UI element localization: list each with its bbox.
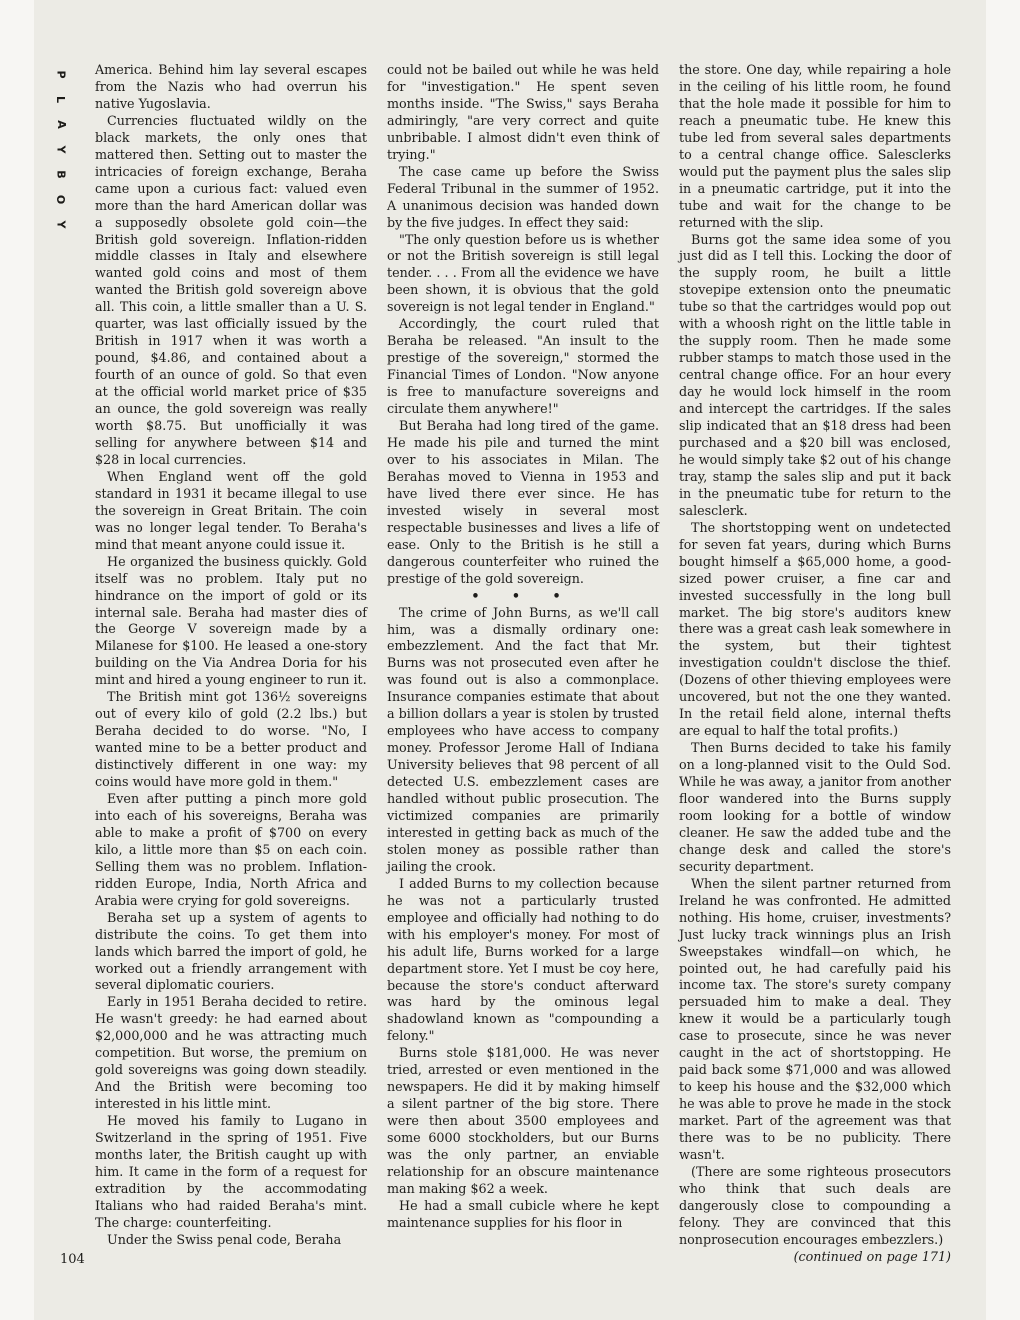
paragraph: The crime of John Burns, as we'll call him, was a dismally ordinary one: embezzlement. And the fact that Mr. Burns was not prosecuted even after he was found out is also a commonplace. Insurance companies estimate that about a billion dollars a year is stolen by trusted employees who have access to company money. Professor Jerome Hall of Indiana University believes that 98 percent of all detected U.S. embezzlement cases are handled without public prosecution. The victimized companies are primarily interested in getting back as much of the stolen money as possible rather than jailing the crook. — [387, 604, 659, 874]
side-label-letter: O — [54, 194, 68, 205]
paragraph: "The only question before us is whether or not the British sovereign is still legal tender. . . . From all the evidence we have been shown, it is obvious that the gold sovereign is not legal tender in England." — [387, 231, 659, 315]
paragraph: He organized the business quickly. Gold itself was no problem. Italy put no hindrance on the import of gold or its internal sale. Beraha had master dies of the George V sovereign made by a Milanese for $100. He leased a one-story building on the Via Andrea Doria for his mint and hired a young engineer to run it. — [95, 553, 367, 688]
continued-note: (continued on page 171) — [793, 1248, 951, 1264]
paragraph: Burns stole $181,000. He was never tried, arrested or even mentioned in the newspapers. He did it by making himself a silent partner of the big store. There were then about 3500 employees and some 6000 stockholders, but our Burns was the only partner, an enviable relationship for an obscure maintenance man making $62 a week. — [387, 1045, 659, 1196]
paragraph: When England went off the gold standard in 1931 it became illegal to use the sovereign in Great Britain. The coin was no longer legal tender. To Beraha's mind that meant anyone could issue it. — [95, 468, 367, 552]
side-label-letter: Y — [54, 220, 68, 229]
side-label-letter: Y — [54, 145, 68, 154]
paragraph: But Beraha had long tired of the game. He made his pile and turned the mint over to his associates in Milan. The Berahas moved to Vienna in 1953 and have lived there ever since. He has invested wisely in several most respectable businesses and lives a life of ease. Only to the British is he still a dangerous counterfeiter who ruined the prestige of the gold sovereign. — [387, 418, 659, 586]
side-label-letter: P — [54, 70, 68, 79]
paragraph: the store. One day, while repairing a hole in the ceiling of his little room, he found that the hole made it possible for him to reach a pneumatic tube. He knew this tube led from several sales departments to a central change office. Salesclerks would put the payment plus the sales slip in a pneumatic cartridge, put it into the tube and wait for the change to be returned with the slip. — [679, 62, 951, 230]
paragraph: Burns got the same idea some of you just did as I tell this. Locking the door of the supply room, he built a little stovepipe extension onto the pneumatic tube so that the cartridges would pop out with a whoosh right on the little table in the supply room. Then he made some rubber stamps to match those used in the central change office. For an hour every day he would lock himself in the room and intercept the cartridges. If the sales slip indicated that an $18 dress had been purchased and a $20 bill was enclosed, he would simply take $2 out of his change tray, stamp the sales slip and put it back in the pneumatic tube for return to the salesclerk. — [679, 231, 951, 518]
paragraph: The case came up before the Swiss Federal Tribunal in the summer of 1952. A unanimous decision was handed down by the five judges. In effect they said: — [387, 163, 659, 230]
paragraph: could not be bailed out while he was held for "investigation." He spent seven months inside. "The Swiss," says Beraha admiringly, "are very correct and quite unbribable. I almost didn't even think of trying." — [387, 62, 659, 162]
paragraph: Then Burns decided to take his family on a long-planned visit to the Ould Sod. While he was away, a janitor from another floor wandered into the Burns supply room looking for a bottle of window cleaner. He saw the added tube and the change desk and called the store's security department. — [679, 740, 951, 874]
paragraph: Beraha set up a system of agents to distribute the coins. To get them into lands which barred the import of gold, he worked out a friendly arrangement with several diplomatic couriers. — [95, 909, 367, 993]
paragraph: (There are some righteous prosecutors who think that such deals are dangerously close to compounding a felony. They are convinced that this nonprosecution encourages embezzlers.) — [679, 1163, 951, 1247]
paragraph: Under the Swiss penal code, Beraha — [107, 1231, 342, 1247]
paragraph: He moved his family to Lugano in Switzerland in the spring of 1951. Five months later, the British caught up with him. It came in the form of a request for extradition by the accommodating Italians who had raided Beraha's mint. The charge: counterfeiting. — [95, 1113, 367, 1230]
side-label-letter: B — [54, 170, 68, 179]
paragraph: I added Burns to my collection because he was not a particularly trusted employee and officially had nothing to do with his employer's money. For most of his adult life, Burns worked for a large department store. Yet I must be coy here, because the store's conduct afterward was hard by the ominous legal shadowland known as "compounding a felony." — [387, 875, 659, 1044]
text-column-3 — [679, 62, 951, 1266]
paragraph: Early in 1951 Beraha decided to retire. He wasn't greedy: he had earned about $2,000,000 and he was attracting much competition. But worse, the premium on gold sovereigns was going down steadily. And the British were becoming too interested in his little mint. — [95, 994, 367, 1112]
paragraph: Currencies fluctuated wildly on the black markets, the only ones that mattered then. Setting out to master the intricacies of foreign exchange, Beraha came upon a curious fact: valued even more than the hard American dollar was a supposedly obsolete gold coin—the British gold sovereign. Inflation-ridden middle classes in Italy and elsewhere wanted gold coins and most of them wanted the British gold sovereign above all. This coin, a little smaller than a U. S. quarter, was last officially issued by the British in 1917 when it was worth a pound, $4.86, and contained about a fourth of an ounce of gold. So that even at the official world market price of $35 an ounce, the gold sovereign was really worth $8.75. But unofficially it was selling for anywhere between $14 and $28 in local currencies. — [95, 112, 367, 467]
paragraph: America. Behind him lay several escapes from the Nazis who had overrun his native Yugoslavia. — [95, 62, 367, 111]
paragraph: Even after putting a pinch more gold into each of his sovereigns, Beraha was able to make a profit of $700 on every kilo, a little more than $5 on each coin. Selling them was no problem. Inflation-ridden Europe, India, North Africa and Arabia were crying for gold sovereigns. — [95, 790, 367, 908]
page-number: 104 — [60, 1252, 85, 1267]
section-separator: • • • — [471, 587, 575, 603]
paragraph: The British mint got 136½ sovereigns out of every kilo of gold (2.2 lbs.) but Beraha decided to do worse. "No, I wanted mine to be a better product and distinctively different in one way: my coins would have more gold in them." — [95, 689, 367, 790]
paragraph: When the silent partner returned from Ireland he was confronted. He admitted nothing. His home, cruiser, investments? Just lucky track winnings plus an Irish Sweepstakes windfall—on which, he pointed out, he had carefully paid his income tax. The store's surety company persuaded him to make a deal. They knew it would be a particularly tough case to prosecute, since he was never caught in the act of shortstopping. He paid back some $71,000 and was allowed to keep his house and the $32,000 which he was able to prove he made in the stock market. Part of the agreement was that there was to be no publicity. There wasn't. — [679, 875, 951, 1162]
text-column-2 — [387, 62, 659, 1232]
paragraph: He had a small cubicle where he kept maintenance supplies for his floor in — [387, 1197, 659, 1230]
side-label-letter: A — [54, 120, 68, 129]
paragraph: Accordingly, the court ruled that Beraha be released. "An insult to the prestige of the sovereign," stormed the Financial Times of London. "Now anyone is free to manufacture sovereigns and circulate them anywhere!" — [387, 316, 659, 417]
side-label-letter: L — [54, 95, 68, 104]
text-column-1 — [95, 62, 367, 1249]
paragraph: The shortstopping went on undetected for seven fat years, during which Burns bought himself a $65,000 home, a good-sized power cruiser, a fine car and invested successfully in the long bull market. The big store's auditors knew there was a great cash leak somewhere in the system, but their tightest investigation couldn't disclose the thief. (Dozens of other thieving employees were uncovered, but not the one they wanted. In the retail field alone, internal thefts are equal to half the total profits.) — [679, 519, 951, 739]
magazine-side-label — [50, 62, 72, 237]
